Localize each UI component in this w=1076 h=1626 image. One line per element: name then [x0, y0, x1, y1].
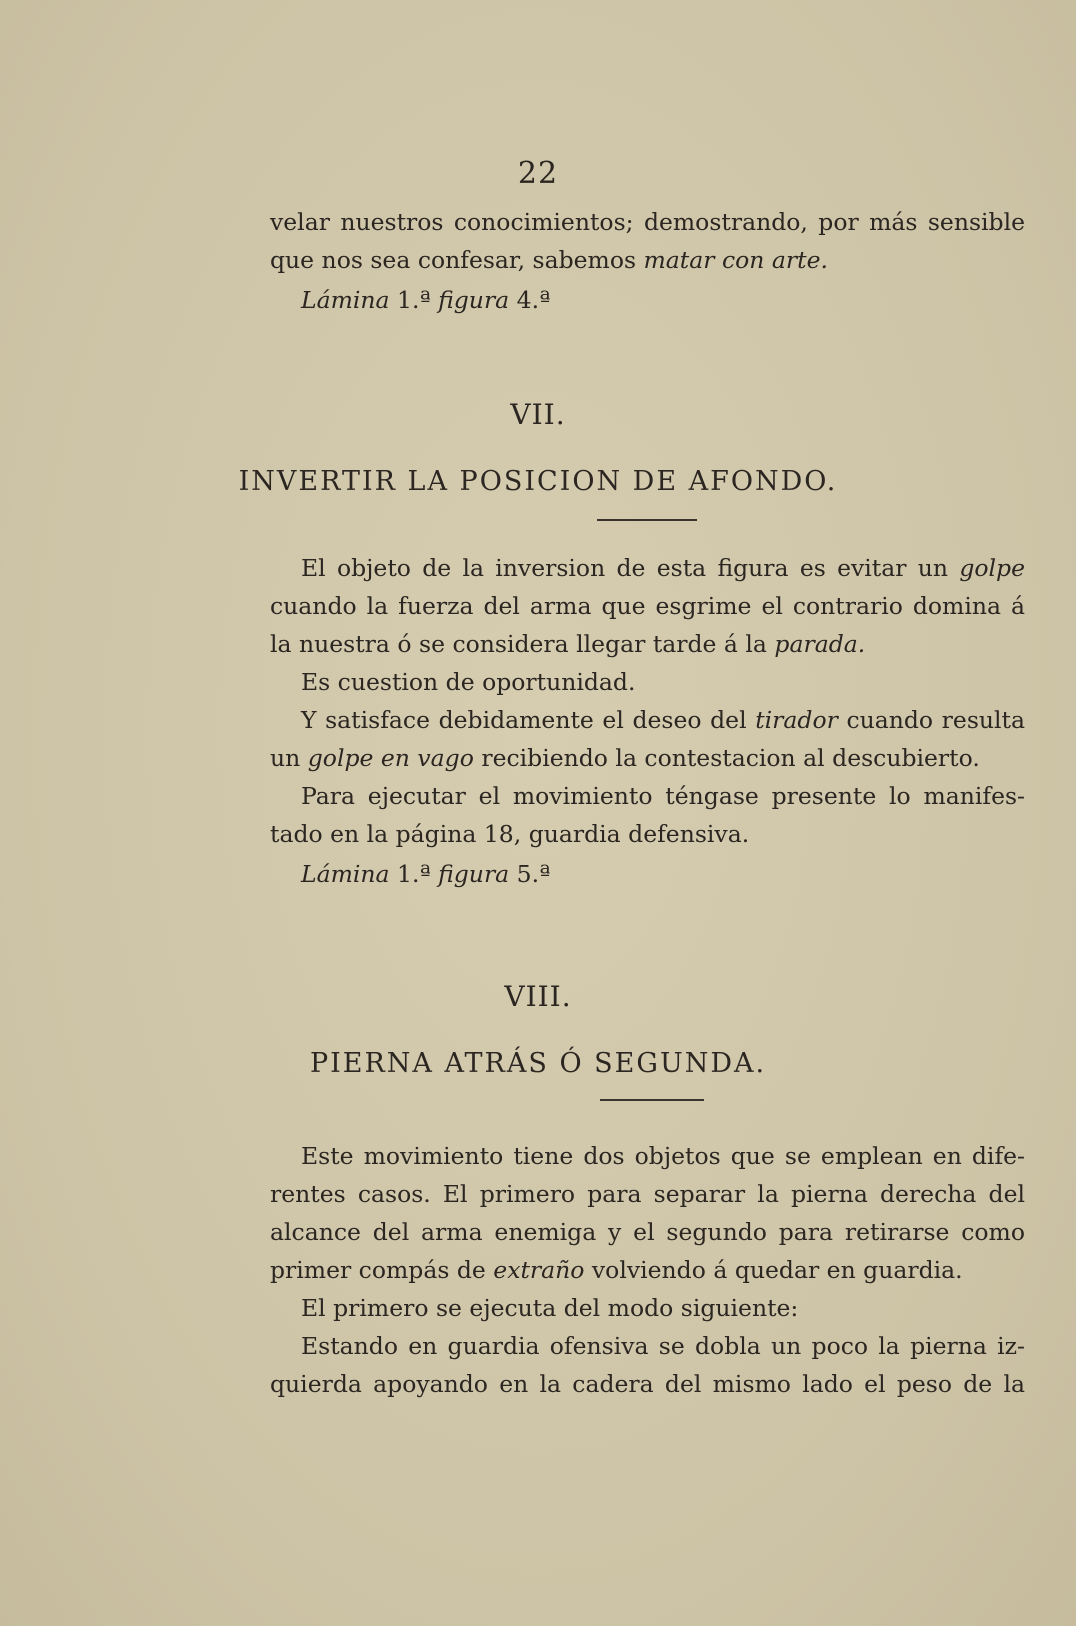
section-8-p1-line-4 — [270, 1252, 1025, 1288]
section-8-p1-line-4-italic: extraño — [493, 1256, 585, 1284]
section-7-plate-reference — [301, 856, 550, 892]
figura-number: 5.ª — [509, 860, 551, 888]
section-7-p3-line-1-italic: tirador — [755, 706, 838, 734]
section-7-p2: Es cuestion de oportunidad. — [301, 668, 636, 696]
section-7-p3-line-2-text-b: recibiendo la contestacion al descubierto. — [473, 744, 980, 772]
section-7-p1-line-1-italic: golpe — [959, 554, 1025, 582]
section-8-p1-line-3: alcance del arma enemiga y el segundo para retirarse como — [270, 1218, 1025, 1246]
section-7-p1-line-3 — [270, 626, 1025, 662]
section-8-p3-line-1: Estando en guardia ofensiva se dobla un poco la pierna iz- — [301, 1332, 1025, 1360]
section-7-p3-line-1 — [301, 702, 1025, 738]
section-7-p1-line-2: cuando la fuerza del arma que esgrime el contrario domina á — [270, 592, 1025, 620]
section-7-p3-line-1-text-b: cuando resulta — [837, 706, 1025, 734]
lamina-number: 1.ª — [389, 860, 439, 888]
intro-line-2-text: que nos sea confesar, sabemos — [270, 246, 644, 274]
section-7-p1-line-1 — [301, 550, 1025, 586]
figura-label: figura — [438, 286, 510, 314]
lamina-label: Lámina — [301, 286, 390, 314]
section-8-p1-line-4-text-a: primer compás de — [270, 1256, 494, 1284]
section-7-number: VII. — [510, 398, 566, 431]
intro-plate-reference — [301, 282, 550, 318]
section-7-rule — [597, 519, 697, 521]
section-7-p3-line-2 — [270, 740, 1025, 776]
intro-line-1: velar nuestros conocimientos; demostrando, por más sensible — [270, 208, 1025, 236]
section-7-title: INVERTIR LA POSICION DE AFONDO. — [238, 466, 838, 497]
section-8-title: PIERNA ATRÁS Ó SEGUNDA. — [309, 1048, 767, 1079]
section-8-p1-line-2: rentes casos. El primero para separar la pierna derecha del — [270, 1180, 1025, 1208]
section-8-number: VIII. — [504, 980, 572, 1013]
figura-label: figura — [438, 860, 510, 888]
lamina-label: Lámina — [301, 860, 390, 888]
section-7-p4-line-2: tado en la página 18, guardia defensiva. — [270, 820, 750, 848]
section-8-p3-line-2: quierda apoyando en la cadera del mismo lado el peso de la — [270, 1370, 1025, 1398]
section-7-p1-line-1-text: El objeto de la inversion de esta figura es evitar un — [301, 554, 960, 582]
intro-line-2 — [270, 242, 1025, 278]
intro-line-2-italic: matar con arte. — [643, 246, 828, 274]
section-8-rule — [600, 1099, 704, 1101]
page-number: 22 — [517, 156, 559, 191]
section-8-p2: El primero se ejecuta del modo siguiente: — [301, 1294, 799, 1322]
section-7-p3-line-2-text-a: un — [270, 744, 308, 772]
section-8-p1-line-4-text-b: volviendo á quedar en guardia. — [584, 1256, 963, 1284]
section-7-p4-line-1: Para ejecutar el movimiento téngase presente lo manifes- — [301, 782, 1025, 810]
section-8-p1-line-1: Este movimiento tiene dos objetos que se emplean en dife- — [301, 1142, 1025, 1170]
section-7-p3-line-2-italic: golpe en vago — [307, 744, 474, 772]
figura-number: 4.ª — [509, 286, 551, 314]
section-7-p3-line-1-text-a: Y satisface debidamente el deseo del — [301, 706, 756, 734]
section-7-p1-line-3-text: la nuestra ó se considera llegar tarde á la — [270, 630, 775, 658]
lamina-number: 1.ª — [389, 286, 439, 314]
section-7-p1-line-3-italic: parada. — [774, 630, 866, 658]
